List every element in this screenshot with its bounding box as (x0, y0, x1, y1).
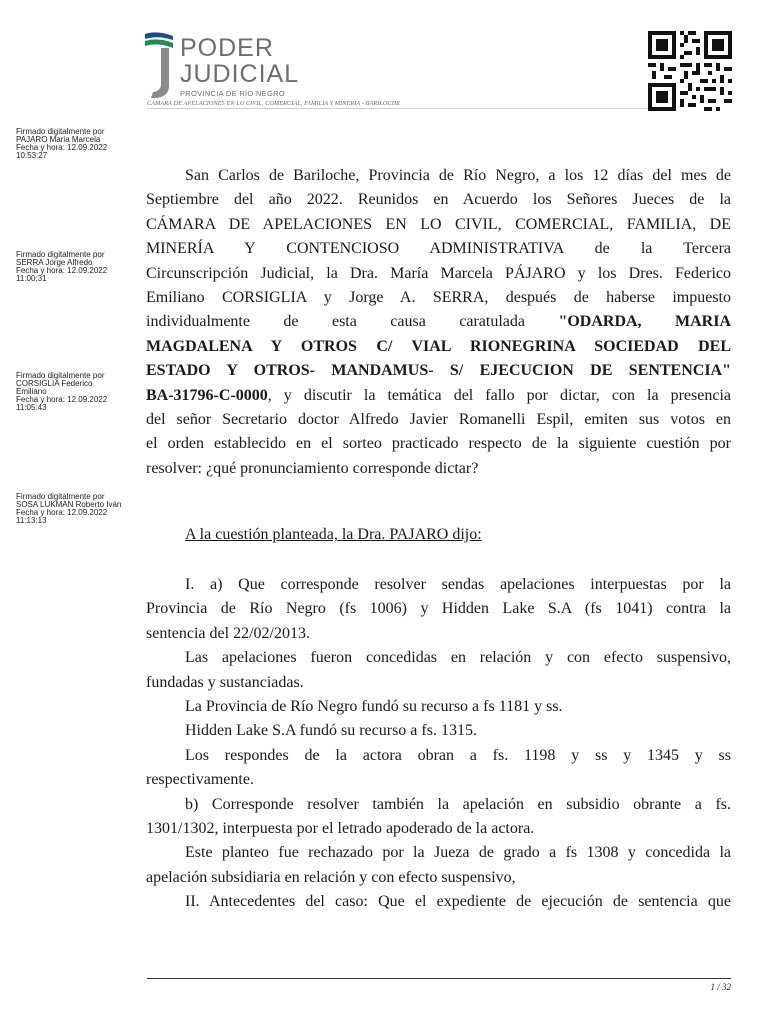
footer-divider (147, 978, 731, 979)
considerations-section: I. a) Que corresponde resolver sendas apelaciones interpuestas por la Provincia de Río Negro (fs 1006) y Hidden Lake S.A (fs 1041) contra la sentencia del 22/02/2013. Las apelaciones fueron concedidas en relación y con efecto suspensivo, fundadas y sustanciadas. La Provincia de Río Negro fundó su recurso a fs 1181 y ss. Hidden Lake S.A fundó su recurso a fs. 1315. Los respondes de la actora obran a fs. 1198 y ss y 1345 y ss respectivamente. b) Corresponde resolver también la apelación en subsidio obrante a fs. 1301/1302, interpuesta por el letrado apoderado de la actora. Este planteo fue rechazado por la Jueza de grado a fs 1308 y concedida la apelación subsidiaria en relación y con efecto suspensivo, II. Antecedentes del caso: Que el expediente de ejecución de sentencia que (146, 576, 731, 911)
question-heading: A la cuestión planteada, la Dra. PAJARO dijo: (185, 526, 482, 543)
case-title-line-3: ESTADO Y OTROS- MANDAMUS- S/ EJECUCION DE SENTENCIA" (146, 362, 731, 380)
case-title-line-1: individualmente de esta causa caratulada "ODARDA, MARIA (146, 313, 731, 331)
digital-signature-pajaro: Firmado digitalmente por PAJARO Maria Marcela Fecha y hora: 12.09.2022 10:53:27 (16, 127, 108, 160)
page-number: 1 / 32 (710, 982, 731, 992)
digital-signature-serra: Firmado digitalmente por SERRA Jorge Alfredo Fecha y hora: 12.09.2022 11:00:31 (16, 250, 108, 283)
digital-signature-corsiglia: Firmado digitalmente por CORSIGLIA Federico Emiliano Fecha y hora: 12.09.2022 11:05:43 (16, 371, 108, 412)
logo-text-province: PROVINCIA DE RÍO NEGRO (180, 89, 285, 98)
logo-text-judicial: JUDICIAL (180, 60, 300, 88)
digital-signature-sosa-lukman: Firmado digitalmente por SOSA LUKMAN Roberto Iván Fecha y hora: 12.09.2022 11:13:13 (16, 492, 122, 525)
case-number-line: BA-31796-C-0000, y discutir la temática del fallo por dictar, con la presencia (146, 386, 731, 404)
logo-emblem-icon (143, 30, 179, 100)
qr-code-icon (648, 31, 732, 111)
case-title-line-2: MAGDALENA Y OTROS C/ VIAL RIONEGRINA SOCIEDAD DEL (146, 337, 731, 355)
poder-judicial-logo (143, 30, 313, 100)
chamber-name: CÁMARA DE APELACIONES EN LO CIVIL, COMERCIAL, FAMILIA Y MINERÍA - BARILOCHE (147, 100, 401, 107)
opening-paragraph: San Carlos de Bariloche, Provincia de Río Negro, a los 12 días del mes de Septiembre del año 2022. Reunidos en Acuerdo los Señores Jueces de la CÁMARA DE APELACIONES EN LO CIVIL, COMERCIAL, FAMILIA, DE MINERÍA Y CONTENCIOSO ADMINISTRATIVA de la Tercera Circunscripción Judicial, la Dra. María Marcela PÁJARO y los Dres. Federico Emiliano CORSIGLIA y Jorge A. SERRA, después de haberse impuesto individualmente de esta causa caratulada "ODARDA, MARIA MAGDALENA Y OTROS C/ VIAL RIONEGRINA SOCIEDAD DEL ESTADO Y OTROS- MANDAMUS- S/ EJECUCION DE SENTENCIA" BA-31796-C-0000, y discutir la temática del fallo por dictar, con la presencia del señor Secretario doctor Alfredo Javier Romanelli Espil, emiten sus votos en el orden establecido en el sorteo practicado respecto de la siguiente cuestión por resolver: ¿qué pronunciamiento corresponde dictar? (146, 167, 731, 477)
header-divider (147, 108, 731, 109)
logo-text-poder: PODER (180, 34, 274, 62)
